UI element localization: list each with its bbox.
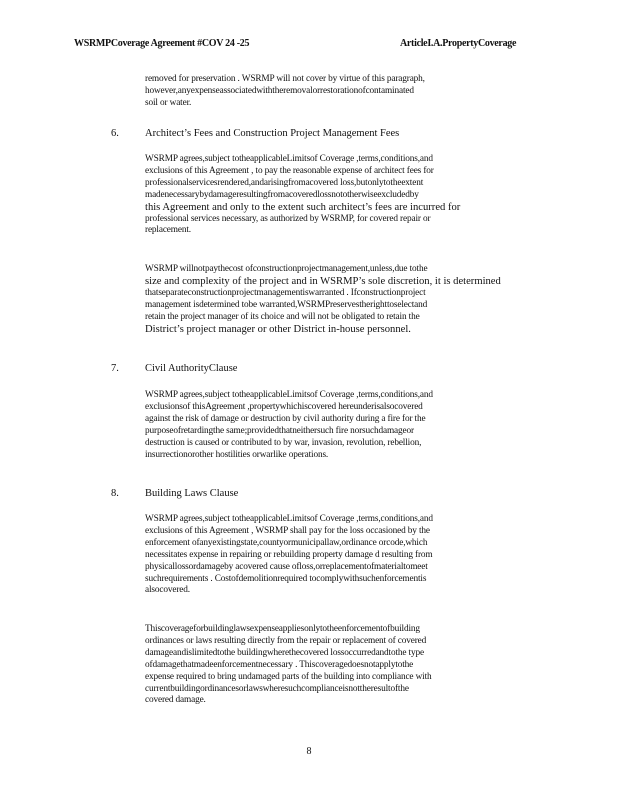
section-title: Civil AuthorityClause — [145, 363, 238, 374]
text-line: professionalservicesrendered,andarisingfromacovered loss,butonlytotheextent — [145, 177, 424, 188]
text-line: purposeofretardingthe same;providedthatneithersuch fire norsuchdamageor — [145, 425, 414, 436]
text-line: against the risk of damage or destruction by civil authority during a fire for the — [145, 413, 426, 424]
section-8-paragraph-2 — [145, 624, 541, 707]
text-line: this Agreement and only to the extent such architect’s fees are incurred for — [145, 201, 461, 213]
text-line: size and complexity of the project and in WSRMP’s sole discretion, it is determined — [145, 275, 501, 287]
text-line: necessitates expense in repairing or rebuilding property damage d resulting from — [145, 549, 433, 560]
text-line: insurrectionorother hostilities orwarlike operations. — [145, 449, 329, 460]
header-left: WSRMPCoverage Agreement #COV 24 -25 — [74, 38, 250, 49]
text-line: exclusions of this Agreement , WSRMP shall pay for the loss occasioned by the — [145, 525, 430, 536]
text-line: suchrequirements . Costofdemolitionrequired tocomplywithsuchenforcementis — [145, 573, 427, 584]
section-8-paragraph-1 — [145, 514, 541, 597]
section-7-paragraph-1 — [145, 390, 541, 461]
text-line: physicallossordamageby acovered cause ofloss,orreplacementofmaterialtomeet — [145, 561, 428, 572]
text-line: professional services necessary, as authorized by WSRMP, for covered repair or — [145, 213, 431, 224]
text-line: covered damage. — [145, 695, 206, 706]
text-line: ordinances or laws resulting directly from the repair or replacement of covered — [145, 635, 427, 646]
text-line: exclusions of this Agreement , to pay the reasonable expense of architect fees for — [145, 165, 434, 176]
section-number: 8. — [111, 488, 119, 499]
text-line: WSRMP agrees,subject totheapplicableLimitsof Coverage ,terms,conditions,and — [145, 390, 433, 400]
text-line: removed for preservation . WSRMP will not cover by virtue of this paragraph, — [145, 74, 425, 84]
section-number: 7. — [111, 363, 119, 374]
text-line: management isdetermined tobe warranted,WSRMPreservestherighttoselectand — [145, 299, 428, 310]
section-6-paragraph-1 — [145, 154, 541, 237]
text-line: however,anyexpenseassociatedwiththeremovalorrestorationofcontaminated — [145, 85, 414, 96]
text-line: thatseparateconstructionprojectmanagementiswarranted . Ifconstructionproject — [145, 287, 426, 298]
text-line: ofdamagethatmadeenforcementnecessary . Thiscoveragedoesnotapplytothe — [145, 659, 414, 670]
text-line: enforcement ofanyexistingstate,countyormunicipallaw,ordinance orcode,which — [145, 537, 428, 548]
text-line: destruction is caused or contributed to by war, invasion, revolution, rebellion, — [145, 437, 422, 448]
text-line: alsocovered. — [145, 585, 190, 596]
header-right: ArticleI.A.PropertyCoverage — [400, 38, 517, 49]
section-6-paragraph-2 — [145, 264, 541, 335]
text-line: WSRMP agrees,subject totheapplicableLimitsof Coverage ,terms,conditions,and — [145, 514, 433, 524]
text-line: WSRMP willnotpaythecost ofconstructionprojectmanagement,unless,due tothe — [145, 264, 428, 274]
text-line: damageandislimitedtothe buildingwherethecovered lossoccurredandtothe type — [145, 647, 424, 658]
text-line: Thiscoverageforbuildinglawsexpenseappliesonlytotheenforcementofbuilding — [145, 624, 420, 634]
text-line: madenecessarybydamageresultingfromacoveredlossnototherwiseexcludedby — [145, 189, 419, 200]
text-line: District’s project manager or other District in-house personnel. — [145, 323, 411, 335]
top-paragraph — [145, 74, 541, 110]
text-line: soil or water. — [145, 97, 192, 108]
text-line: expense required to bring undamaged parts of the building into compliance with — [145, 671, 432, 682]
text-line: retain the project manager of its choice and will not be obligated to retain the — [145, 311, 420, 322]
section-number: 6. — [111, 128, 119, 139]
section-title: Building Laws Clause — [145, 488, 239, 499]
page-number: 8 — [306, 746, 312, 757]
text-line: exclusionsof thisAgreement ,propertywhichiscovered hereunderisalsocovered — [145, 401, 423, 412]
text-line: replacement. — [145, 225, 191, 236]
text-line: WSRMP agrees,subject totheapplicableLimitsof Coverage ,terms,conditions,and — [145, 154, 433, 164]
text-line: currentbuildingordinancesorlawswheresuchcomplianceisnottheresultofthe — [145, 683, 409, 694]
section-title: Architect’s Fees and Construction Project Management Fees — [145, 128, 400, 139]
